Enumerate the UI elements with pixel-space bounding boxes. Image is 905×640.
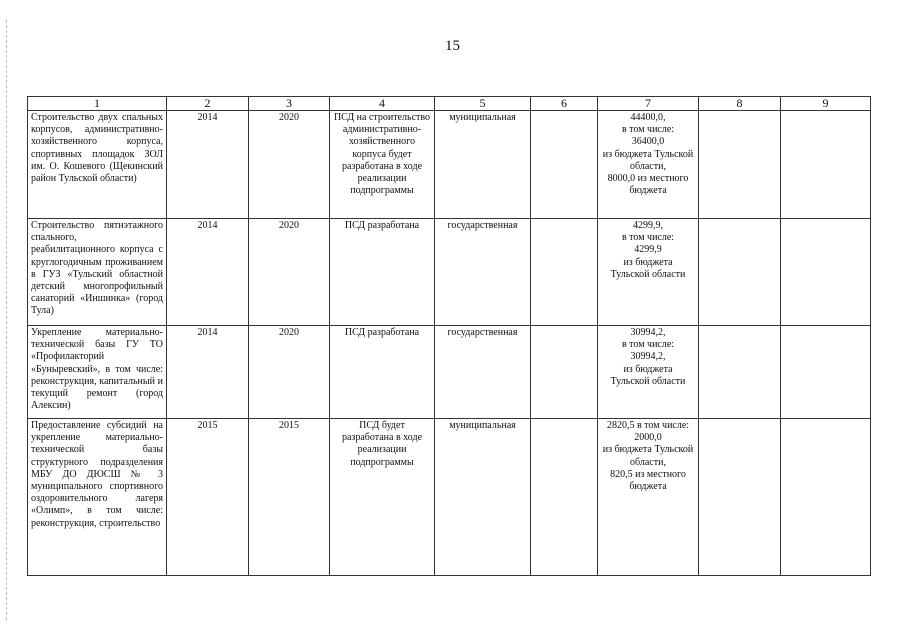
end-year-cell: 2020 bbox=[249, 219, 330, 326]
table-header-row bbox=[28, 97, 871, 111]
header-cell: 6 bbox=[531, 97, 598, 111]
page-number: 15 bbox=[445, 38, 460, 54]
empty-cell bbox=[781, 219, 871, 326]
table-row bbox=[28, 419, 871, 576]
cost-cell: 44400,0, в том числе: 36400,0 из бюджета Тульской области, 8000,0 из местного бюджета bbox=[598, 111, 699, 219]
empty-cell bbox=[699, 326, 781, 419]
object-name-cell: Строительство двух спальных корпусов, административно-хозяйственного корпуса, спортивных площадок ЗОЛ им. О. Кошевого (Щекинский район Тульской области) bbox=[28, 111, 167, 219]
empty-cell bbox=[531, 219, 598, 326]
empty-cell bbox=[781, 326, 871, 419]
object-name-cell: Предоставление субсидий на укрепление материально-технической базы структурного подразделения МБУ ДО ДЮСШ № 3 муниципального спортивного оздоровительного лагеря «Олимп», в том числе: реконструкция, строительство bbox=[28, 419, 167, 576]
empty-cell bbox=[531, 419, 598, 576]
empty-cell bbox=[699, 219, 781, 326]
empty-cell bbox=[699, 111, 781, 219]
header-cell: 9 bbox=[781, 97, 871, 111]
cost-cell: 2820,5 в том числе: 2000,0 из бюджета Тульской области, 820,5 из местного бюджета bbox=[598, 419, 699, 576]
design-docs-cell: ПСД на строительство административно-хозяйственного корпуса будет разработана в ходе реализации подпрограммы bbox=[330, 111, 435, 219]
cost-cell: 30994,2, в том числе: 30994,2, из бюджета Тульской области bbox=[598, 326, 699, 419]
header-cell: 2 bbox=[167, 97, 249, 111]
header-cell: 7 bbox=[598, 97, 699, 111]
object-name-cell: Строительство пятиэтажного спального, реабилитационного корпуса с круглогодичным проживанием в ГУЗ «Тульский областной детский многопрофильный санаторий «Иншинка» (город Тула) bbox=[28, 219, 167, 326]
empty-cell bbox=[699, 419, 781, 576]
start-year-cell: 2014 bbox=[167, 219, 249, 326]
start-year-cell: 2014 bbox=[167, 326, 249, 419]
scan-edge-mark bbox=[6, 20, 8, 620]
cost-cell: 4299,9, в том числе: 4299,9 из бюджета Тульской области bbox=[598, 219, 699, 326]
ownership-cell: государственная bbox=[435, 219, 531, 326]
program-objects-table bbox=[27, 96, 871, 576]
end-year-cell: 2015 bbox=[249, 419, 330, 576]
empty-cell bbox=[781, 419, 871, 576]
empty-cell bbox=[531, 111, 598, 219]
end-year-cell: 2020 bbox=[249, 326, 330, 419]
design-docs-cell: ПСД разработана bbox=[330, 219, 435, 326]
table-row bbox=[28, 219, 871, 326]
header-cell: 8 bbox=[699, 97, 781, 111]
ownership-cell: государственная bbox=[435, 326, 531, 419]
ownership-cell: муниципальная bbox=[435, 111, 531, 219]
empty-cell bbox=[781, 111, 871, 219]
design-docs-cell: ПСД разработана bbox=[330, 326, 435, 419]
design-docs-cell: ПСД будет разработана в ходе реализации подпрограммы bbox=[330, 419, 435, 576]
header-cell: 3 bbox=[249, 97, 330, 111]
ownership-cell: муниципальная bbox=[435, 419, 531, 576]
table-row bbox=[28, 111, 871, 219]
start-year-cell: 2015 bbox=[167, 419, 249, 576]
table-row bbox=[28, 326, 871, 419]
start-year-cell: 2014 bbox=[167, 111, 249, 219]
header-cell: 1 bbox=[28, 97, 167, 111]
header-cell: 4 bbox=[330, 97, 435, 111]
header-cell: 5 bbox=[435, 97, 531, 111]
object-name-cell: Укрепление материально-технической базы ГУ ТО «Профилакторий «Буныревский», в том числе: реконструкция, капитальный и текущий ремонт (город Алексин) bbox=[28, 326, 167, 419]
end-year-cell: 2020 bbox=[249, 111, 330, 219]
empty-cell bbox=[531, 326, 598, 419]
